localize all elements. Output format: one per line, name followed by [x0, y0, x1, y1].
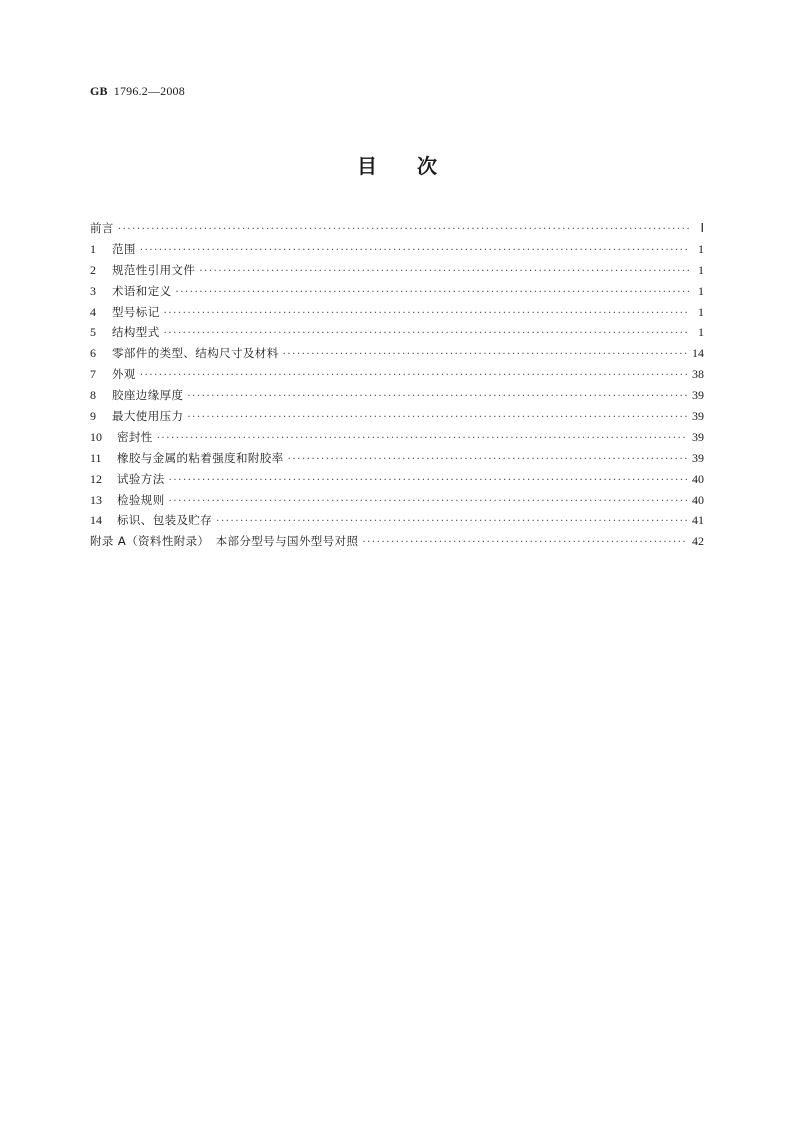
toc-label: 型号标记	[112, 304, 160, 319]
toc-entry[interactable]	[90, 490, 704, 511]
page-title: 目 次	[357, 154, 437, 178]
toc-page: 39	[692, 450, 704, 465]
toc-page: 1	[698, 283, 704, 298]
toc-leader-dots	[140, 241, 690, 262]
toc-label: 橡胶与金属的粘着强度和附胶率	[117, 450, 284, 465]
toc-entry[interactable]	[90, 322, 704, 343]
toc-leader-dots	[157, 429, 688, 450]
toc-label: 试验方法	[117, 471, 165, 486]
toc-number: 4	[90, 304, 96, 319]
toc-label: 检验规则	[117, 492, 165, 507]
toc-page: 39	[692, 409, 704, 424]
toc-number: 1	[90, 241, 96, 256]
toc-page: 41	[692, 513, 704, 528]
toc-entry[interactable]	[90, 281, 704, 302]
toc-leader-dots	[187, 408, 688, 429]
toc-number: 14	[90, 513, 102, 528]
toc-label: 术语和定义	[112, 283, 172, 298]
toc-leader-dots	[187, 387, 688, 408]
toc-entry[interactable]	[90, 343, 704, 364]
toc-page: 14	[692, 346, 704, 361]
toc-entry-foreword[interactable]	[90, 218, 704, 239]
toc-page: 39	[692, 388, 704, 403]
toc-leader-dots	[362, 533, 688, 554]
toc-page: Ⅰ	[700, 221, 704, 235]
table-of-contents	[90, 218, 704, 552]
toc-page: 40	[692, 492, 704, 507]
toc-leader-dots	[176, 283, 691, 304]
toc-leader-dots	[283, 345, 688, 366]
toc-leader-dots	[169, 471, 688, 492]
toc-entry[interactable]	[90, 364, 704, 385]
toc-label: 胶座边缘厚度	[112, 388, 184, 403]
toc-page: 1	[698, 304, 704, 319]
toc-label: 密封性	[117, 429, 153, 444]
toc-page: 1	[698, 325, 704, 340]
toc-number: 7	[90, 367, 96, 382]
toc-page: 38	[692, 367, 704, 382]
toc-entry[interactable]	[90, 302, 704, 323]
toc-leader-dots	[216, 512, 688, 533]
toc-entry[interactable]	[90, 469, 704, 490]
toc-leader-dots	[164, 324, 690, 345]
standard-code-number: 1796.2—2008	[113, 84, 185, 98]
toc-label: 结构型式	[112, 325, 160, 340]
toc-leader-dots	[288, 450, 688, 471]
standard-number	[90, 84, 185, 99]
toc-number: 12	[90, 471, 102, 486]
toc-number: 8	[90, 388, 96, 403]
toc-number: 9	[90, 409, 96, 424]
toc-entry[interactable]	[90, 385, 704, 406]
toc-number: 2	[90, 262, 96, 277]
toc-page: 1	[698, 241, 704, 256]
toc-label: 附录 A（资料性附录） 本部分型号与国外型号对照	[90, 534, 359, 549]
toc-page: 1	[698, 262, 704, 277]
toc-page: 42	[692, 534, 704, 549]
toc-number: 11	[90, 450, 102, 465]
toc-label: 零部件的类型、结构尺寸及材料	[112, 346, 279, 361]
toc-leader-dots	[164, 304, 690, 325]
toc-leader-dots	[140, 366, 688, 387]
toc-label: 外观	[112, 367, 136, 382]
toc-number: 6	[90, 346, 96, 361]
toc-entry[interactable]	[90, 239, 704, 260]
toc-label: 范围	[112, 241, 136, 256]
toc-entry[interactable]	[90, 406, 704, 427]
toc-leader-dots	[199, 262, 690, 283]
toc-page: 39	[692, 429, 704, 444]
toc-label: 标识、包装及贮存	[117, 513, 213, 528]
toc-entry[interactable]	[90, 510, 704, 531]
toc-entry[interactable]	[90, 260, 704, 281]
toc-number: 3	[90, 283, 96, 298]
toc-entry-appendix-a[interactable]	[90, 531, 704, 552]
toc-entry[interactable]	[90, 427, 704, 448]
standard-code: GB	[90, 84, 108, 98]
toc-label: 规范性引用文件	[112, 262, 196, 277]
toc-leader-dots	[118, 220, 690, 241]
toc-leader-dots	[169, 492, 688, 513]
toc-label: 最大使用压力	[112, 409, 184, 424]
toc-entry[interactable]	[90, 448, 704, 469]
toc-number: 10	[90, 429, 102, 444]
toc-label: 前言	[90, 221, 114, 235]
toc-page: 40	[692, 471, 704, 486]
toc-number: 13	[90, 492, 102, 507]
toc-number: 5	[90, 325, 96, 340]
